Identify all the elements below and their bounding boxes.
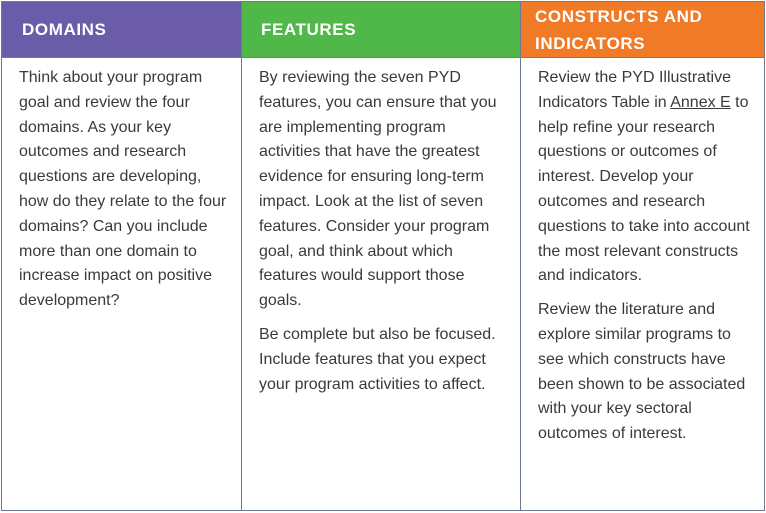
header-constructs-label: CONSTRUCTS AND INDICATORS	[535, 6, 703, 53]
constructs-paragraph-1	[538, 66, 754, 289]
features-cell	[242, 58, 521, 510]
guidance-table	[1, 1, 765, 511]
constructs-cell	[521, 58, 764, 510]
domains-cell	[2, 58, 242, 510]
header-domains	[2, 2, 242, 58]
header-domains-label: DOMAINS	[22, 19, 107, 39]
domains-paragraph: Think about your program goal and review the four domains. As your key outcomes and research questions are developing, how do they relate to the four domains? Can you include more than one domain to increase impact on positive development?	[19, 69, 227, 310]
constructs-p1-text-cont: to help refine your research questions or outcomes of interest. Develop your outcomes and research questions to take into account the most relevant constructs and indicators.	[538, 93, 750, 285]
header-features	[242, 2, 521, 58]
features-paragraph-2: Be complete but also be focused. Include features that you expect your program activities to affect.	[259, 325, 496, 393]
constructs-paragraph-2: Review the literature and explore similar programs to see which constructs have been shown to be associated with your key sectoral outcomes of interest.	[538, 301, 746, 443]
header-constructs-indicators	[521, 2, 764, 58]
constructs-p1-text: Review the PYD Illustrative Indicators Table in	[538, 69, 731, 111]
header-features-label: FEATURES	[261, 19, 357, 39]
features-paragraph-1: By reviewing the seven PYD features, you can ensure that you are implementing program activities that have the greatest evidence for ensuring long-term impact. Look at the list of seven features. Consider your program goal, and think about which features would support those goals.	[259, 69, 497, 310]
annex-e-link[interactable]: Annex E	[670, 93, 731, 111]
